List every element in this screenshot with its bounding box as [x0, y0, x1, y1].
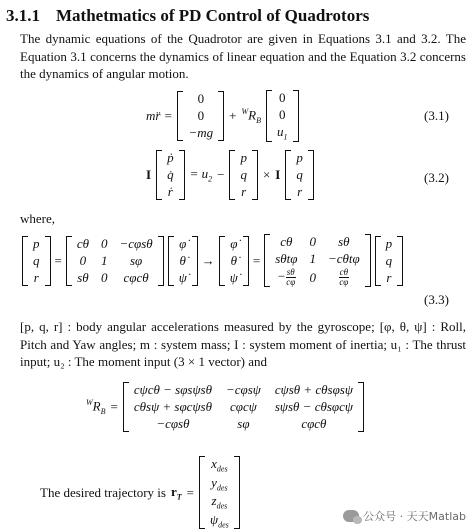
rate-vector: [229, 150, 258, 200]
matrix-entry: −cφsθ: [119, 235, 153, 251]
matrix-entry: cψsθ + cθsφsψ: [274, 382, 353, 397]
matrix-entry: cθ: [76, 235, 89, 251]
rate-derivative-vector: [156, 150, 185, 200]
matrix-entry: sθ: [77, 269, 89, 285]
rotation-symbol: $^WR_B$: [241, 106, 262, 125]
matrix-entry: 1: [309, 251, 316, 266]
vector-entry: p: [385, 235, 393, 251]
matrix-entry: sθtφ: [275, 251, 298, 266]
equation-3-1: [146, 90, 299, 142]
body-rate-vector: [22, 236, 51, 286]
vector-entry: φ̇: [179, 235, 187, 251]
matrix-entry: sφ: [129, 252, 143, 268]
thrust-vector: [266, 90, 299, 142]
vector-entry: q: [33, 252, 40, 268]
matrix-entry: 0: [309, 234, 316, 249]
rotation-matrix: [123, 382, 364, 432]
section-heading: [6, 6, 369, 26]
eq2-u2: = $u_2$: [189, 166, 213, 184]
vector-entry: r: [33, 269, 39, 285]
rate-vector: [285, 150, 314, 200]
matrix-entry: −cφsθ: [156, 416, 190, 431]
vector-entry: r: [241, 184, 247, 199]
thrust-entry: 0: [279, 107, 286, 122]
intro-paragraph: The dynamic equations of the Quadrotor are given in Equations 3.1 and 3.2. The Equation 3.1 concerns the dynamics of linear equation and the Equation 3.2 concerns the dynamics of angular motion.: [20, 31, 466, 81]
where-label: where,: [20, 211, 56, 226]
matrix-entry: cφcψ: [230, 399, 257, 414]
section-number: 3.1.1: [6, 6, 40, 25]
vector-entry: $z_{des}$: [211, 493, 228, 511]
matrix-entry: sψsθ − cθsφcψ: [274, 399, 353, 414]
wechat-icon: [343, 510, 359, 522]
thrust-entry: $u_1$: [277, 124, 288, 142]
rotation-symbol: $^WR_B$: [86, 398, 106, 416]
equation-number-3-2: (3.2): [424, 170, 449, 185]
matrix-entry: cθ: [280, 234, 293, 249]
gravity-entry: 0: [197, 90, 205, 106]
matrix-entry: cφcθ: [301, 416, 327, 431]
vector-entry: p: [296, 150, 303, 165]
inertia-symbol: I: [275, 167, 281, 182]
matrix-entry: − $\frac{s\theta}{c\varphi}$: [276, 267, 296, 287]
vector-entry: r: [297, 184, 303, 199]
thrust-entry: 0: [279, 90, 286, 105]
matrix-entry: 1: [101, 252, 108, 268]
watermark: [343, 508, 466, 524]
eq1-plus: +: [229, 107, 237, 123]
vector-entry: q: [385, 252, 393, 268]
euler-rate-vector: [168, 236, 198, 286]
section-title: Mathetmatics of PD Control of Quadrotors: [56, 6, 370, 25]
inverse-transform-matrix: [264, 234, 370, 287]
eq2-minus: −: [217, 167, 225, 182]
vector-entry: θ̇: [230, 252, 237, 268]
matrix-entry: sθ: [338, 234, 350, 249]
equation-3-3: [22, 234, 403, 287]
vector-entry: q: [296, 167, 303, 182]
equals-sign: =: [252, 252, 261, 268]
matrix-entry: 0: [309, 269, 316, 285]
inertia-symbol: I: [146, 167, 152, 182]
vector-entry: p: [240, 150, 247, 165]
equals-sign: =: [110, 399, 118, 414]
trajectory-text: The desired trajectory is: [40, 484, 166, 500]
vector-entry: ṗ: [167, 150, 174, 165]
vector-entry: ψ̇: [229, 269, 238, 285]
matrix-entry: sφ: [237, 416, 250, 431]
rotation-matrix-equation: [86, 382, 364, 432]
implies-arrow: →: [201, 252, 215, 268]
matrix-entry: cθsψ + sφcψsθ: [133, 399, 212, 414]
matrix-entry: −cφsψ: [225, 382, 261, 397]
eq1-lhs: mr̈ =: [146, 107, 173, 123]
vector-entry: p: [33, 235, 40, 251]
trajectory-equation: [40, 456, 240, 529]
cross-symbol: ×: [262, 167, 271, 182]
vector-entry: q: [240, 167, 247, 182]
transform-matrix: [66, 236, 164, 286]
matrix-entry: 0: [79, 252, 87, 268]
vector-entry: r: [386, 269, 392, 285]
gravity-vector: [177, 91, 224, 141]
matrix-entry: 0: [101, 235, 108, 251]
equals-sign: =: [54, 252, 62, 268]
watermark-text: 公众号 · 天天Matlab: [363, 510, 466, 523]
gravity-entry: 0: [197, 107, 205, 123]
definitions-paragraph: [p, q, r] : body angular accelerations measured by the gyroscope; [φ, θ, ψ] : Roll, Pitch and Yaw angles; m : system mass; I : system moment of inertia; u₁ : The thrust input; u₂ : The moment input (3 × 1 vector) and: [20, 319, 466, 369]
equation-3-2: [146, 150, 314, 200]
vector-entry: θ̇: [179, 252, 186, 268]
vector-entry: φ̇: [230, 235, 238, 251]
equation-number-3-3: (3.3): [424, 292, 449, 307]
body-rate-vector: [375, 236, 404, 286]
trajectory-symbol: $r_T$: [170, 483, 182, 502]
vector-entry: ψ̇: [178, 269, 187, 285]
vector-entry: q̇: [167, 167, 174, 182]
vector-entry: ṙ: [167, 184, 173, 199]
matrix-entry: −cθtφ: [327, 251, 360, 266]
matrix-entry: cψcθ − sφsψsθ: [133, 382, 212, 397]
euler-rate-vector: [219, 236, 249, 286]
vector-entry: $\psi_{des}$: [210, 511, 229, 530]
matrix-entry: 0: [101, 269, 108, 285]
gravity-entry: −mg: [188, 124, 214, 140]
matrix-entry: cφcθ: [123, 269, 149, 285]
matrix-entry: $\frac{c\theta}{c\varphi}$: [339, 267, 349, 287]
equals-sign: =: [186, 484, 194, 500]
vector-entry: $y_{des}$: [211, 474, 228, 493]
trajectory-vector: [199, 456, 240, 529]
equation-number-3-1: (3.1): [424, 108, 449, 123]
vector-entry: $x_{des}$: [211, 456, 228, 474]
